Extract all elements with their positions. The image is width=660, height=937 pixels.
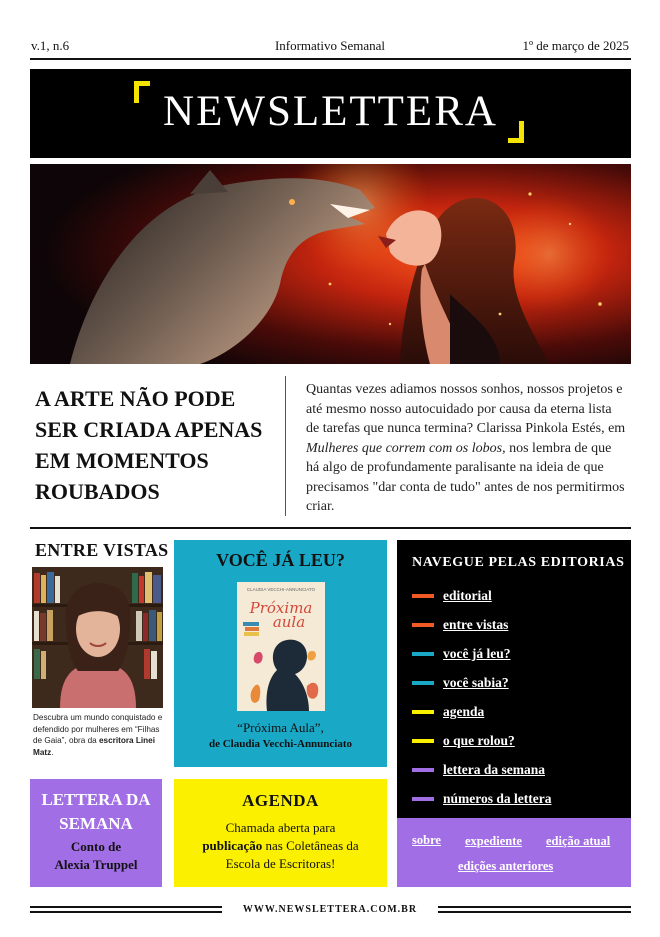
navegue-panel — [397, 540, 631, 818]
book-caption-author: de Claudia Vecchi-Annunciato — [208, 738, 353, 750]
headline: A ARTE NÃO PODE SER CRIADA APENAS EM MOMENTOS ROUBADOS — [35, 386, 263, 504]
link-edicao-atual[interactable]: edição atual — [546, 834, 611, 848]
caption-end: . — [51, 747, 54, 757]
lead-text-part1: Quantas vezes adiamos nossos sonhos, nossos projetos e até mesmo nosso autocuidado por causa da eterna lista de tarefas que nunca termina? Clarissa Pinkola Estés, em — [306, 382, 626, 436]
book-cover-author: CLAUDIA VECCHI-ANNUNCIATO — [246, 587, 316, 592]
voce-ja-leu-title: VOCÊ JÁ LEU? — [216, 550, 345, 570]
wolf-and-woman-illustration — [30, 164, 631, 364]
newsletter-type: Informativo Semanal — [274, 38, 386, 53]
nav-link-editorial[interactable]: editorial — [443, 587, 492, 603]
nav-item-lettera-da-semana[interactable] — [412, 755, 551, 784]
author-photo[interactable] — [32, 567, 163, 708]
voce-ja-leu-card[interactable] — [174, 540, 387, 767]
entre-vistas-caption — [33, 712, 163, 758]
nav-link-lettera-da-semana[interactable]: lettera da semana — [443, 761, 545, 777]
nav-item-voce-sabia[interactable] — [412, 668, 551, 697]
agenda-strong: publicação — [202, 838, 263, 853]
subtitle-line1: Conto de — [70, 839, 122, 854]
vertical-divider — [285, 376, 286, 516]
issue-date: 1º de março de 2025 — [522, 38, 629, 53]
corner-bracket-bottom-right — [508, 121, 524, 143]
lettera-da-semana-title: LETTERA DA SEMANA — [41, 790, 151, 833]
masthead — [30, 69, 631, 158]
nav-item-voce-ja-leu[interactable] — [412, 639, 551, 668]
footer-links-panel — [397, 818, 631, 887]
nav-link-numeros-da-lettera[interactable]: números da lettera — [443, 790, 552, 806]
caption-text: Descubra um mundo conquistado e defendido por mulheres em “Filhas de Gaia”, obra da — [33, 713, 163, 745]
nav-item-editorial[interactable] — [412, 581, 551, 610]
entre-vistas-title: ENTRE VISTAS — [35, 540, 169, 560]
caption-author-link[interactable]: escritora Linei Matz — [33, 736, 155, 757]
nav-link-o-que-rolou[interactable]: o que rolou? — [443, 732, 515, 748]
author-portrait-illustration — [32, 567, 163, 708]
color-bar — [412, 594, 434, 598]
top-rule — [30, 58, 631, 60]
color-bar — [412, 681, 434, 685]
agenda-line3: Escola de Escritoras! — [225, 856, 336, 871]
color-bar — [412, 652, 434, 656]
footer-website[interactable]: WWW.NEWSLETTERA.COM.BR — [242, 904, 418, 915]
lead-paragraph — [306, 380, 626, 517]
navegue-title: NAVEGUE PELAS EDITORIAS — [412, 555, 625, 570]
link-sobre[interactable]: sobre — [412, 833, 441, 847]
agenda-card[interactable] — [174, 779, 387, 887]
book-caption-title: “Próxima Aula”, — [237, 720, 324, 735]
volume-number: v.1, n.6 — [31, 38, 70, 53]
nav-link-entre-vistas[interactable]: entre vistas — [443, 616, 509, 632]
lead-text-part2: , nos lembra de que há algo de profundamente paralisante na ideia de que precisamos "dar conta de tudo" antes de nos permitirmos criar. — [306, 440, 625, 514]
link-edicoes-anteriores[interactable]: edições anteriores — [458, 859, 554, 873]
agenda-title: AGENDA — [242, 791, 319, 810]
book-cover[interactable] — [237, 582, 325, 711]
nav-link-voce-ja-leu[interactable]: você já leu? — [443, 645, 511, 661]
agenda-text — [174, 819, 387, 873]
book-cover-illustration — [237, 582, 325, 711]
hero-image — [30, 164, 631, 364]
color-bar — [412, 797, 434, 801]
color-bar — [412, 768, 434, 772]
book-cover-title-line2: aula — [272, 613, 306, 631]
nav-item-numeros-da-lettera[interactable] — [412, 784, 551, 813]
section-rule — [30, 527, 631, 529]
editorias-list — [412, 581, 551, 813]
color-bar — [412, 623, 434, 627]
book-cover-title-line1: Próxima — [249, 599, 313, 617]
lettera-da-semana-subtitle — [30, 838, 162, 874]
nav-item-agenda[interactable] — [412, 697, 551, 726]
agenda-line1: Chamada aberta para — [225, 820, 336, 835]
nav-link-agenda[interactable]: agenda — [443, 703, 485, 719]
agenda-line2: nas Coletâneas da — [262, 838, 359, 853]
color-bar — [412, 710, 434, 714]
nav-item-o-que-rolou[interactable] — [412, 726, 551, 755]
link-expediente[interactable]: expediente — [465, 834, 522, 848]
lettera-da-semana-card[interactable] — [30, 779, 162, 887]
lead-book-title: Mulheres que correm com os lobos — [306, 440, 503, 456]
color-bar — [412, 739, 434, 743]
subtitle-line2: Alexia Truppel — [54, 857, 138, 872]
nav-link-voce-sabia[interactable]: você sabia? — [443, 674, 509, 690]
masthead-title: NEWSLETTERA — [163, 88, 498, 135]
nav-item-entre-vistas[interactable] — [412, 610, 551, 639]
